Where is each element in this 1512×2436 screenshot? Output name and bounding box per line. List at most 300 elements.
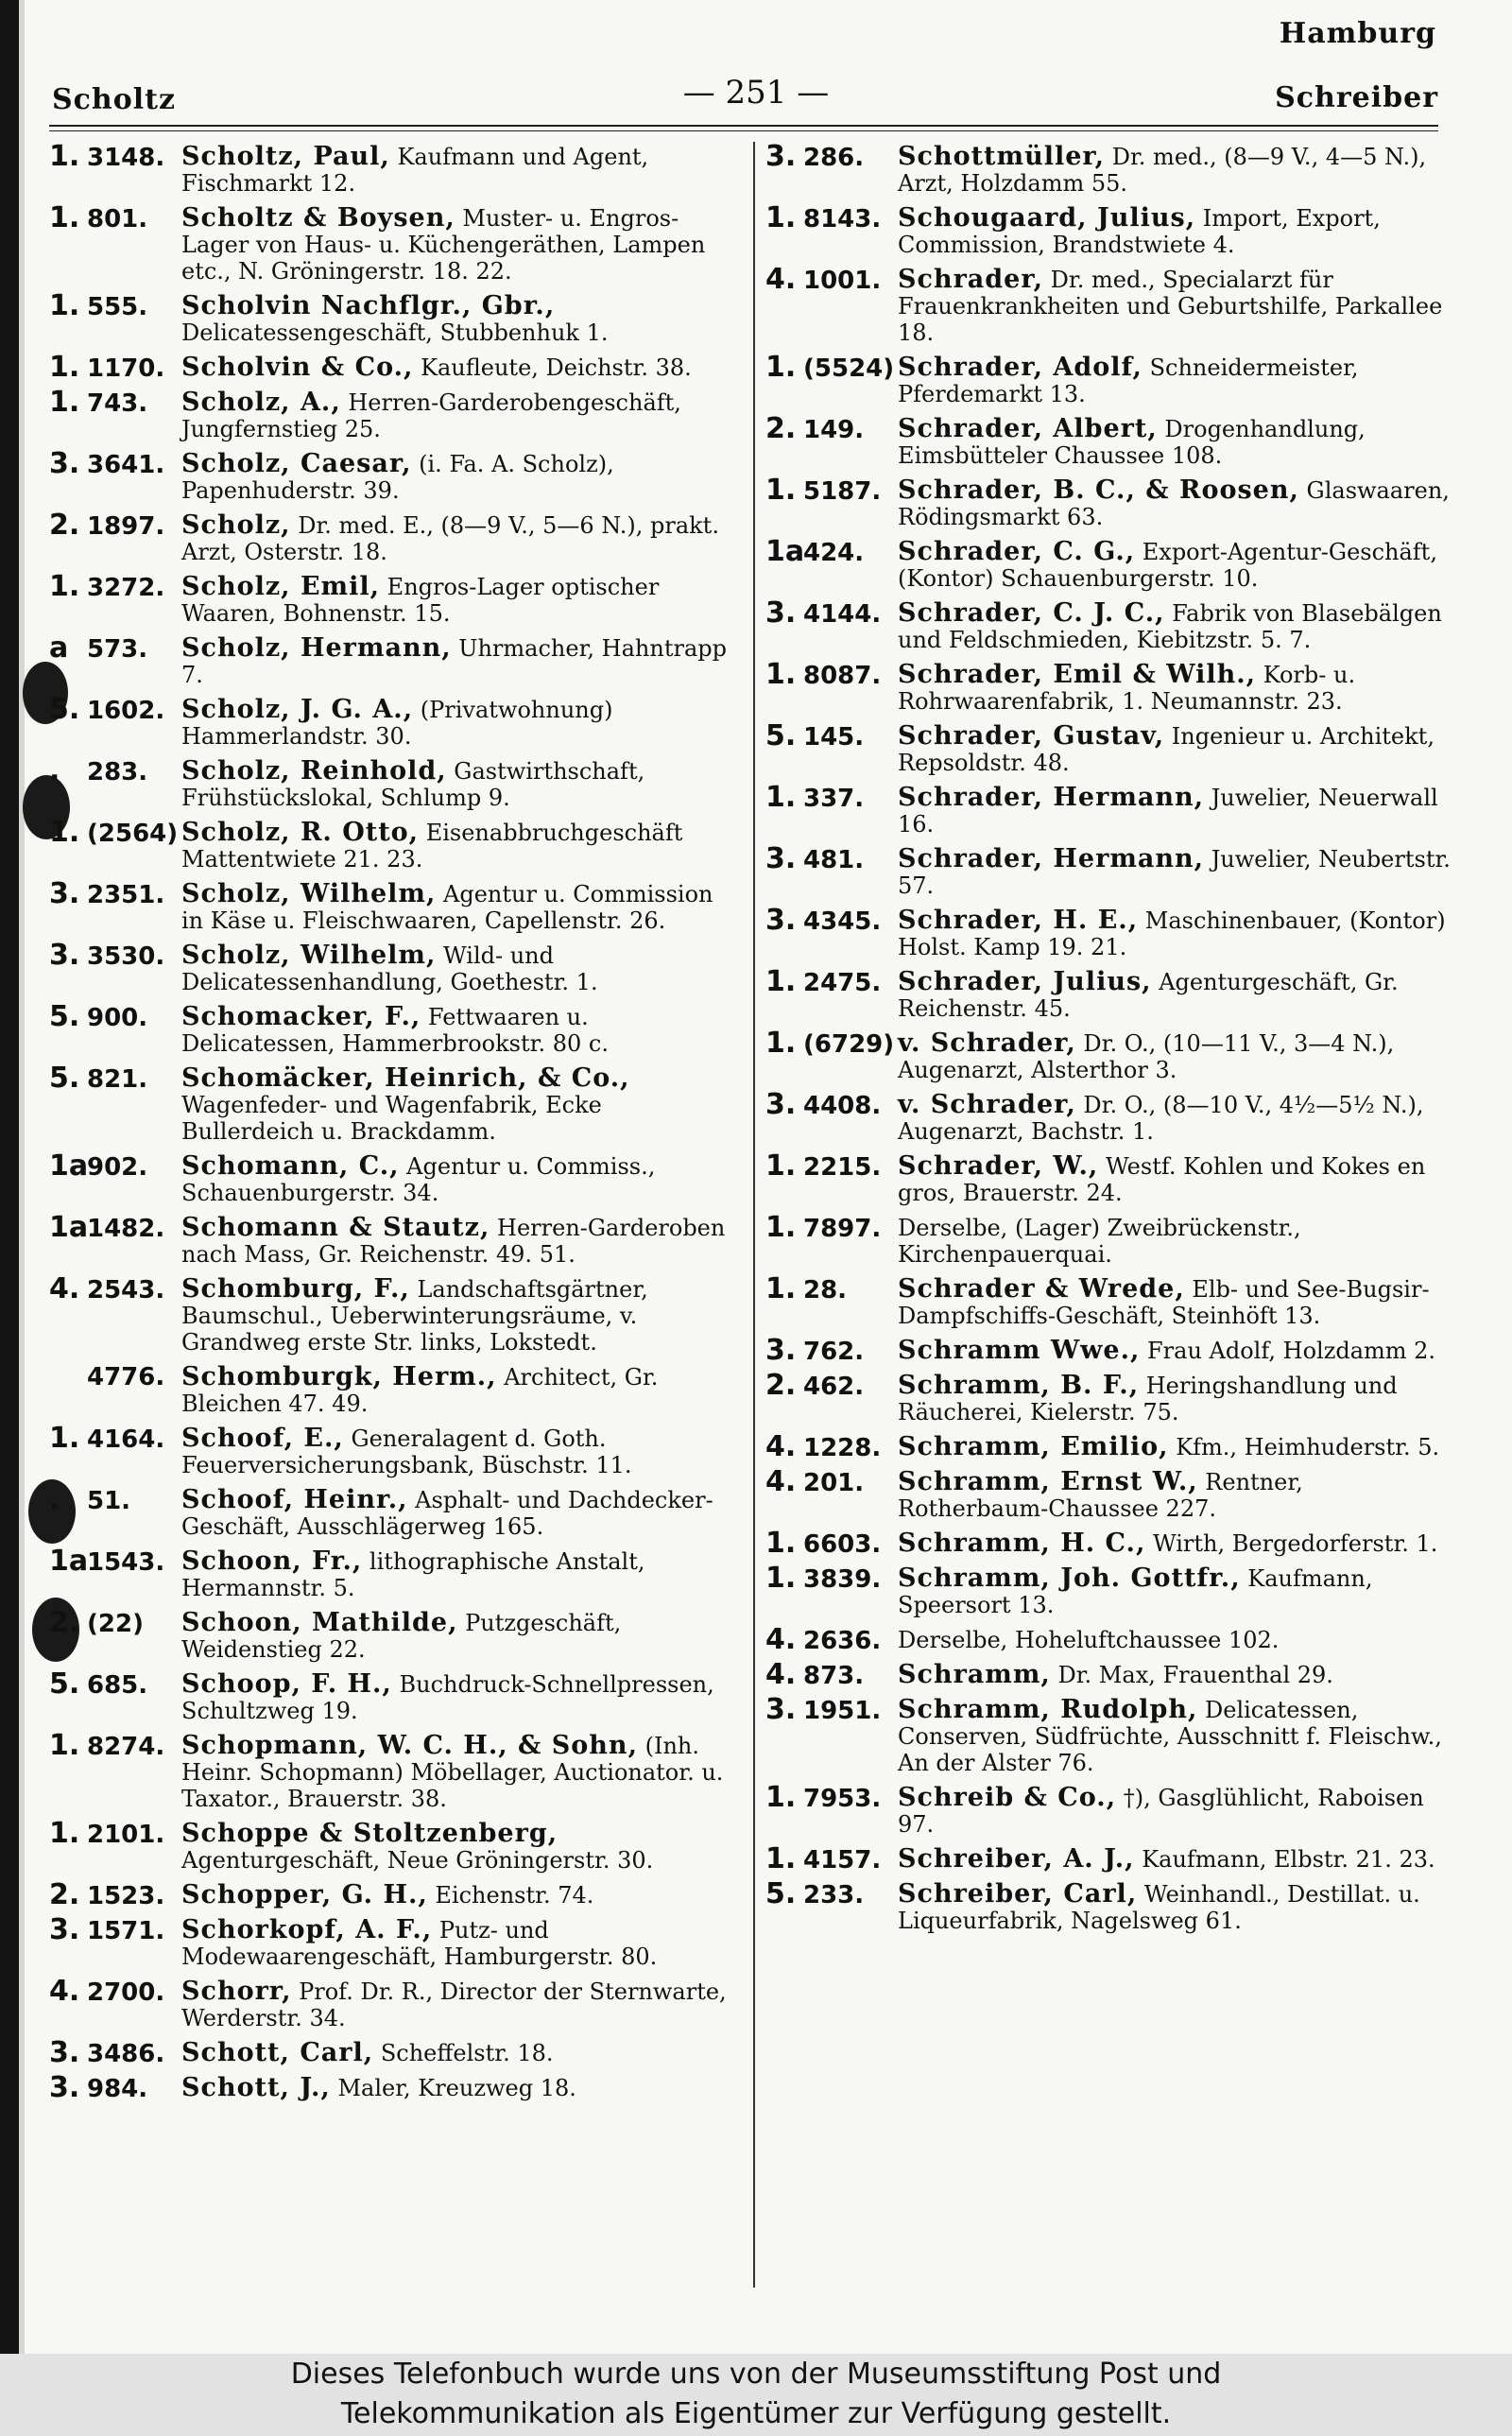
subscriber-details: Import, Export, Commission, Brandstwiete 4.	[898, 205, 1381, 258]
line-number: 1543.	[87, 1548, 165, 1577]
subscriber-details: Dr. med. E., (8—9 V., 5—6 N.), prakt. Arzt, Osterstr. 18.	[181, 512, 719, 565]
exchange-code: 1.	[765, 658, 797, 691]
phone-number	[49, 1817, 180, 1850]
line-number: (22)	[87, 1610, 144, 1638]
subscriber-name: Scholz, Emil,	[181, 572, 381, 601]
line-number: 5187.	[803, 477, 882, 506]
exchange-code: 3.	[49, 2036, 80, 2069]
phone-number	[765, 201, 896, 234]
directory-entry	[49, 1667, 734, 1724]
line-number: 743.	[87, 389, 148, 418]
directory-entry	[49, 877, 734, 934]
directory-entry	[765, 1334, 1451, 1367]
subscriber-name: Schrader, Hermann,	[898, 783, 1205, 812]
subscriber-name: Schoon, Fr.,	[181, 1546, 363, 1576]
subscriber-details: Uhrmacher, Hahntrapp 7.	[181, 635, 727, 688]
exchange-code: 1a	[765, 535, 805, 568]
line-number: 1602.	[87, 697, 165, 725]
directory-entry	[49, 1211, 734, 1268]
subscriber-name: Scholz,	[181, 510, 291, 540]
subscriber-details: (i. Fa. A. Scholz), Papenhuderstr. 39.	[181, 451, 614, 504]
subscriber-details: Kfm., Heimhuderstr. 5.	[1176, 1434, 1440, 1460]
exchange-code: 4.	[49, 1975, 80, 2008]
phone-number	[765, 1211, 896, 1244]
exchange-code: 3.	[765, 1088, 797, 1121]
exchange-code: a	[49, 631, 69, 665]
line-number: 984.	[87, 2075, 148, 2103]
subscriber-name: Schramm Wwe.,	[898, 1336, 1141, 1365]
phone-number	[49, 201, 180, 234]
directory-entry	[49, 386, 734, 442]
directory-entry	[49, 1000, 734, 1057]
directory-entry	[49, 1817, 734, 1874]
subscriber-details: Wild- und Delicatessenhandlung, Goethestr. 1.	[181, 942, 598, 995]
exchange-code: 1a	[49, 1211, 89, 1244]
line-number: 3530.	[87, 942, 165, 971]
subscriber-details: Agenturgeschäft, Gr. Reichenstr. 45.	[898, 969, 1399, 1022]
line-number: 4776.	[87, 1363, 165, 1391]
line-number: 801.	[87, 205, 148, 233]
phone-number	[765, 1877, 896, 1910]
subscriber-details: Fabrik von Blasebälgen und Feldschmieden, Kiebitzstr. 5. 7.	[898, 600, 1442, 653]
line-number: 7897.	[803, 1215, 882, 1243]
phone-number	[49, 386, 180, 419]
subscriber-details: Wirth, Bergedorferstr. 1.	[1153, 1530, 1438, 1557]
exchange-code: 3.	[765, 1334, 797, 1367]
exchange-code: 3.	[765, 904, 797, 937]
phone-number	[49, 631, 180, 665]
directory-entry	[49, 1545, 734, 1601]
subscriber-details: Dr. med., Specialarzt für Frauenkrankheiten und Geburtshilfe, Parkallee 18.	[898, 267, 1443, 346]
subscriber-name: Schougaard, Julius,	[898, 203, 1196, 233]
exchange-code: 1.	[49, 1422, 80, 1455]
page-edge-light	[19, 0, 25, 2354]
subscriber-details: Glaswaaren, Rödingsmarkt 63.	[898, 477, 1450, 530]
phone-number	[765, 140, 896, 173]
directory-entry	[49, 631, 734, 688]
line-number: 6603.	[803, 1530, 882, 1559]
subscriber-details: Juwelier, Neubertstr. 57.	[898, 846, 1451, 899]
subscriber-details: Buchdruck-Schnellpressen, Schultzweg 19.	[181, 1671, 714, 1724]
line-number: 4408.	[803, 1092, 882, 1120]
line-number: 8087.	[803, 662, 882, 690]
exchange-code: 5.	[49, 1667, 80, 1701]
line-number: 1951.	[803, 1697, 882, 1725]
directory-entry	[49, 1272, 734, 1356]
directory-entry	[765, 1088, 1451, 1145]
directory-entry	[765, 1430, 1451, 1463]
right-column	[765, 140, 1451, 1943]
line-number: 51.	[87, 1487, 131, 1515]
directory-entry	[765, 535, 1451, 592]
exchange-code: 1.	[765, 1272, 797, 1305]
subscriber-details: Eisenabbruchgeschäft Mattentwiete 21. 23.	[181, 820, 683, 872]
line-number: 4144.	[803, 600, 882, 629]
phone-number	[49, 1913, 180, 1946]
line-number: 573.	[87, 635, 148, 664]
phone-number	[765, 263, 896, 296]
line-number: 3272.	[87, 574, 165, 602]
subscriber-name: Schreiber, Carl,	[898, 1879, 1138, 1909]
directory-entry	[765, 1027, 1451, 1083]
line-number: 233.	[803, 1881, 865, 1909]
subscriber-name: Schrader, W.,	[898, 1151, 1099, 1181]
phone-number	[765, 1562, 896, 1595]
subscriber-details: (Inh. Heinr. Schopmann) Möbellager, Auctionator. u. Taxator., Brauerstr. 38.	[181, 1733, 724, 1812]
exchange-code: 1.	[49, 351, 80, 384]
directory-entry	[49, 816, 734, 872]
phone-number	[765, 412, 896, 445]
subscriber-name: Scholz, Hermann,	[181, 633, 452, 663]
phone-number	[765, 719, 896, 752]
exchange-code: 1.	[49, 816, 80, 849]
subscriber-details: †), Gasglühlicht, Raboisen 97.	[898, 1785, 1424, 1838]
subscriber-details: Engros-Lager optischer Waaren, Bohnenstr. 15.	[181, 574, 660, 627]
directory-entry	[49, 1606, 734, 1663]
phone-number	[49, 289, 180, 322]
phone-number	[49, 1667, 180, 1701]
directory-entry	[49, 509, 734, 565]
subscriber-details: Herren-Garderobengeschäft, Jungfernstieg 25.	[181, 389, 681, 442]
exchange-code: 5.	[765, 719, 797, 752]
directory-entry	[49, 570, 734, 627]
directory-entry	[49, 289, 734, 346]
line-number: 902.	[87, 1153, 148, 1182]
subscriber-name: Scholz, Caesar,	[181, 449, 412, 478]
directory-entry	[49, 351, 734, 384]
phone-number	[765, 1842, 896, 1875]
exchange-code: 5.	[49, 693, 80, 726]
line-number: 1228.	[803, 1434, 882, 1462]
subscriber-name: Schomann & Stautz,	[181, 1213, 490, 1242]
phone-number	[49, 1062, 180, 1095]
subscriber-details: Agentur u. Commission in Käse u. Fleischwaaren, Capellenstr. 26.	[181, 881, 713, 934]
directory-entry	[765, 1842, 1451, 1875]
exchange-code: 1.	[765, 1842, 797, 1875]
subscriber-name: Schoof, Heinr.,	[181, 1485, 408, 1514]
directory-entry	[765, 1149, 1451, 1206]
phone-number	[49, 509, 180, 542]
line-number: 3839.	[803, 1565, 882, 1594]
line-number: 4345.	[803, 907, 882, 936]
directory-entry	[49, 2071, 734, 2104]
subscriber-name: Schramm, B. F.,	[898, 1371, 1140, 1400]
line-number: 1482.	[87, 1215, 165, 1243]
line-number: 145.	[803, 723, 865, 752]
phone-number	[49, 1000, 180, 1033]
line-number: 2351.	[87, 881, 165, 909]
exchange-code: 2.	[765, 1369, 797, 1402]
subscriber-name: Scholz, J. G. A.,	[181, 695, 414, 724]
subscriber-name: Schrader, C. G.,	[898, 537, 1136, 566]
line-number: 283.	[87, 758, 148, 786]
directory-entry	[765, 1623, 1451, 1656]
exchange-code: 1.	[765, 781, 797, 814]
line-number: 149.	[803, 416, 865, 444]
subscriber-name: Schopper, G. H.,	[181, 1880, 428, 1909]
phone-number	[49, 1422, 180, 1455]
line-number: 4164.	[87, 1425, 165, 1454]
phone-number	[765, 904, 896, 937]
subscriber-name: Schottmüller,	[898, 142, 1106, 171]
directory-entry	[765, 965, 1451, 1022]
phone-number	[49, 754, 180, 787]
header-rule	[49, 125, 1438, 127]
line-number: 1523.	[87, 1882, 165, 1910]
phone-number	[765, 842, 896, 875]
header-first-entry: Scholtz	[52, 83, 177, 116]
directory-entry	[765, 719, 1451, 776]
phone-number	[49, 570, 180, 603]
exchange-code: 2.	[765, 412, 797, 445]
subscriber-details: Delicatessen, Conserven, Südfrüchte, Ausschnitt f. Fleischw., An der Alster 76.	[898, 1697, 1442, 1776]
exchange-code: 5.	[765, 1877, 797, 1910]
phone-number	[765, 1027, 896, 1060]
subscriber-name: Scholz, Wilhelm,	[181, 879, 437, 908]
directory-entry	[49, 1062, 734, 1145]
subscriber-details: Landschaftsgärtner, Baumschul., Ueberwinterungsräume, v. Grandweg erste Str. links, Lokstedt.	[181, 1276, 648, 1356]
subscriber-name: Schrader & Wrede,	[898, 1274, 1185, 1304]
exchange-code: 1.	[765, 1527, 797, 1560]
phone-number	[765, 781, 896, 814]
line-number: 424.	[803, 539, 865, 567]
exchange-code: 1.	[49, 1729, 80, 1762]
subscriber-details: Wagenfeder- und Wagenfabrik, Ecke Bullerdeich u. Brackdamm.	[181, 1092, 602, 1145]
exchange-code: 1.	[765, 201, 797, 234]
subscriber-details: Juwelier, Neuerwall 16.	[898, 785, 1438, 838]
subscriber-name: Scholz, Wilhelm,	[181, 941, 437, 970]
subscriber-name: v. Schrader,	[898, 1090, 1076, 1119]
directory-entry	[49, 693, 734, 750]
exchange-code: 4.	[49, 1272, 80, 1305]
subscriber-name: Schramm, Emilio,	[898, 1432, 1169, 1461]
subscriber-name: Schramm, Rudolph,	[898, 1695, 1198, 1724]
exchange-code: 5.	[49, 1000, 80, 1033]
directory-entry	[765, 842, 1451, 899]
directory-entry	[49, 939, 734, 995]
line-number: 4157.	[803, 1846, 882, 1875]
subscriber-name: Schopmann, W. C. H., & Sohn,	[181, 1731, 638, 1760]
phone-number	[765, 1149, 896, 1183]
directory-entry	[765, 1658, 1451, 1691]
directory-entry	[49, 1878, 734, 1911]
subscriber-name: Schoon, Mathilde,	[181, 1608, 458, 1637]
subscriber-details: Dr. Max, Frauenthal 29.	[1057, 1662, 1333, 1688]
directory-entry	[765, 781, 1451, 838]
directory-entry	[49, 1364, 734, 1417]
phone-number	[765, 1781, 896, 1814]
line-number: 2543.	[87, 1276, 165, 1304]
subscriber-details: Frau Adolf, Holzdamm 2.	[1147, 1338, 1436, 1364]
directory-entry	[765, 1211, 1451, 1268]
subscriber-name: Schoof, E.,	[181, 1424, 344, 1453]
exchange-code: 2.	[49, 1606, 80, 1639]
exchange-code: 3.	[765, 842, 797, 875]
line-number: 1170.	[87, 354, 165, 383]
subscriber-name: Scholtz & Boysen,	[181, 203, 455, 233]
exchange-code: .	[49, 754, 60, 787]
line-number: 3148.	[87, 144, 165, 172]
line-number: 3641.	[87, 451, 165, 479]
subscriber-details: Agenturgeschäft, Neue Gröningerstr. 30.	[181, 1847, 654, 1874]
subscriber-details: Dr. med., (8—9 V., 4—5 N.), Arzt, Holzdamm 55.	[898, 144, 1427, 197]
line-number: 1571.	[87, 1917, 165, 1945]
directory-entry	[49, 1975, 734, 2031]
exchange-code: 3.	[49, 447, 80, 480]
line-number: 685.	[87, 1671, 148, 1700]
subscriber-details: Scheffelstr. 18.	[380, 2040, 554, 2066]
phone-number	[765, 1272, 896, 1305]
subscriber-details: Elb- und See-Bugsir-Dampfschiffs-Geschäft, Steinhöft 13.	[898, 1276, 1430, 1329]
page-edge-shadow	[0, 0, 19, 2354]
phone-number	[49, 1149, 180, 1183]
phone-number	[765, 1334, 896, 1367]
subscriber-name: Schomburg, F.,	[181, 1274, 410, 1304]
subscriber-details: Agentur u. Commiss., Schauenburgerstr. 34.	[181, 1153, 656, 1206]
subscriber-name: Schramm, H. C.,	[898, 1529, 1146, 1558]
phone-number	[765, 535, 896, 568]
line-number: 337.	[803, 785, 865, 813]
phone-number	[49, 1545, 180, 1578]
phone-number	[49, 1272, 180, 1305]
subscriber-details: Maler, Kreuzweg 18.	[337, 2075, 576, 2101]
phone-number	[49, 2036, 180, 2069]
subscriber-details: Asphalt- und Dachdecker-Geschäft, Ausschlägerweg 165.	[181, 1487, 713, 1540]
exchange-code: 1.	[765, 1781, 797, 1814]
subscriber-name: Scholz, Reinhold,	[181, 756, 447, 786]
phone-number	[49, 2071, 180, 2104]
subscriber-details: Architect, Gr. Bleichen 47. 49.	[181, 1364, 659, 1417]
exchange-code: 3.	[765, 1693, 797, 1726]
line-number: 286.	[803, 144, 865, 172]
subscriber-name: Schrader, Gustav,	[898, 721, 1165, 751]
subscriber-name: Schramm, Ernst W.,	[898, 1467, 1198, 1496]
subscriber-name: Schomäcker, Heinrich, & Co.,	[181, 1063, 630, 1093]
subscriber-details: Generalagent d. Goth. Feuerversicherungsbank, Büschstr. 11.	[181, 1425, 632, 1478]
phone-number	[49, 693, 180, 726]
directory-entry	[765, 1272, 1451, 1329]
page-number: — 251 —	[682, 74, 830, 112]
exchange-code: 3.	[765, 596, 797, 630]
directory-entry	[49, 1729, 734, 1812]
subscriber-name: Scholvin & Co.,	[181, 353, 414, 382]
directory-entry	[765, 1781, 1451, 1838]
exchange-code: 4.	[765, 1465, 797, 1498]
subscriber-details: Kaufmann und Agent, Fischmarkt 12.	[181, 144, 649, 197]
subscriber-name: Schoop, F. H.,	[181, 1669, 392, 1699]
phone-number	[49, 877, 180, 910]
exchange-code: 5.	[49, 1062, 80, 1095]
directory-entry	[765, 474, 1451, 530]
subscriber-name: Schrader, C. J. C.,	[898, 598, 1165, 628]
directory-entry	[765, 140, 1451, 197]
subscriber-name: Schreib & Co.,	[898, 1783, 1117, 1812]
directory-entry	[765, 263, 1451, 346]
directory-entry	[49, 1483, 734, 1540]
subscriber-name: Schrader, Adolf,	[898, 353, 1143, 382]
subscriber-name: Schomacker, F.,	[181, 1002, 421, 1031]
exchange-code: 3.	[49, 939, 80, 972]
directory-entry	[765, 1465, 1451, 1522]
exchange-code: 1.	[765, 474, 797, 507]
subscriber-name: Schreiber, A. J.,	[898, 1844, 1135, 1874]
phone-number	[49, 939, 180, 972]
exchange-code: 1.	[765, 1211, 797, 1244]
line-number: 3486.	[87, 2040, 165, 2068]
subscriber-name: v. Schrader,	[898, 1028, 1076, 1058]
line-number: 2215.	[803, 1153, 882, 1182]
line-number: 201.	[803, 1469, 865, 1497]
directory-entry	[49, 1149, 734, 1206]
directory-entry	[49, 1422, 734, 1478]
line-number: (6729)	[803, 1030, 895, 1059]
phone-number	[765, 1369, 896, 1402]
exchange-code: 4.	[765, 1623, 797, 1656]
line-number: 462.	[803, 1373, 865, 1401]
exchange-code: 1.	[49, 1817, 80, 1850]
subscriber-name: Schorkopf, A. F.,	[181, 1915, 433, 1944]
subscriber-name: Schramm, Joh. Gottfr.,	[898, 1564, 1241, 1593]
subscriber-details: Maschinenbauer, (Kontor) Holst. Kamp 19. 21.	[898, 907, 1446, 960]
subscriber-name: Schott, Carl,	[181, 2038, 374, 2067]
directory-entry	[765, 412, 1451, 469]
exchange-code: 1a	[49, 1149, 89, 1183]
subscriber-name: Schrader, H. E.,	[898, 906, 1139, 935]
left-column	[49, 140, 734, 2110]
subscriber-details: Ingenieur u. Architekt, Repsoldstr. 48.	[898, 723, 1435, 776]
directory-entry	[765, 1562, 1451, 1618]
phone-number	[765, 1430, 896, 1463]
subscriber-name: Schrader, B. C., & Roosen,	[898, 475, 1299, 505]
subscriber-name: Scholtz, Paul,	[181, 142, 390, 171]
phone-number	[765, 351, 896, 384]
subscriber-details: Gastwirthschaft, Frühstückslokal, Schlump 9.	[181, 758, 645, 811]
phone-number	[49, 1483, 180, 1516]
directory-entry	[765, 1693, 1451, 1776]
directory-entry	[49, 447, 734, 504]
directory-entry	[49, 2036, 734, 2069]
phone-number	[765, 474, 896, 507]
phone-number	[49, 1606, 180, 1639]
line-number: 2101.	[87, 1821, 165, 1849]
phone-number	[765, 965, 896, 998]
header-region: Hamburg	[1279, 17, 1436, 50]
phone-number	[49, 1878, 180, 1911]
line-number: 2475.	[803, 969, 882, 997]
subscriber-name: Schoppe & Stoltzenberg,	[181, 1819, 558, 1848]
exchange-code: 1a	[49, 1545, 89, 1578]
exchange-code: 3.	[49, 877, 80, 910]
exchange-code: 1.	[765, 1562, 797, 1595]
exchange-code: 1.	[765, 965, 797, 998]
column-divider	[753, 142, 755, 2288]
exchange-code: 3.	[49, 2071, 80, 2104]
directory-entry	[49, 1913, 734, 1970]
exchange-code: .	[49, 1483, 60, 1516]
exchange-code: 2.	[49, 1878, 80, 1911]
phone-number	[49, 447, 180, 480]
subscriber-name: Schrader, Albert,	[898, 414, 1158, 443]
phone-number	[765, 596, 896, 630]
exchange-code: 3.	[765, 140, 797, 173]
subscriber-details: Korb- u. Rohrwaarenfabrik, 1. Neumannstr. 23.	[898, 662, 1356, 715]
subscriber-details: Dr. O., (8—10 V., 4½—5½ N.), Augenarzt, Bachstr. 1.	[898, 1092, 1424, 1145]
subscriber-name: Scholz, A.,	[181, 388, 341, 417]
subscriber-details: Westf. Kohlen und Kokes en gros, Brauerstr. 24.	[898, 1153, 1426, 1206]
line-number: 28.	[803, 1276, 848, 1304]
exchange-code: 1.	[765, 1027, 797, 1060]
directory-entry	[765, 904, 1451, 960]
